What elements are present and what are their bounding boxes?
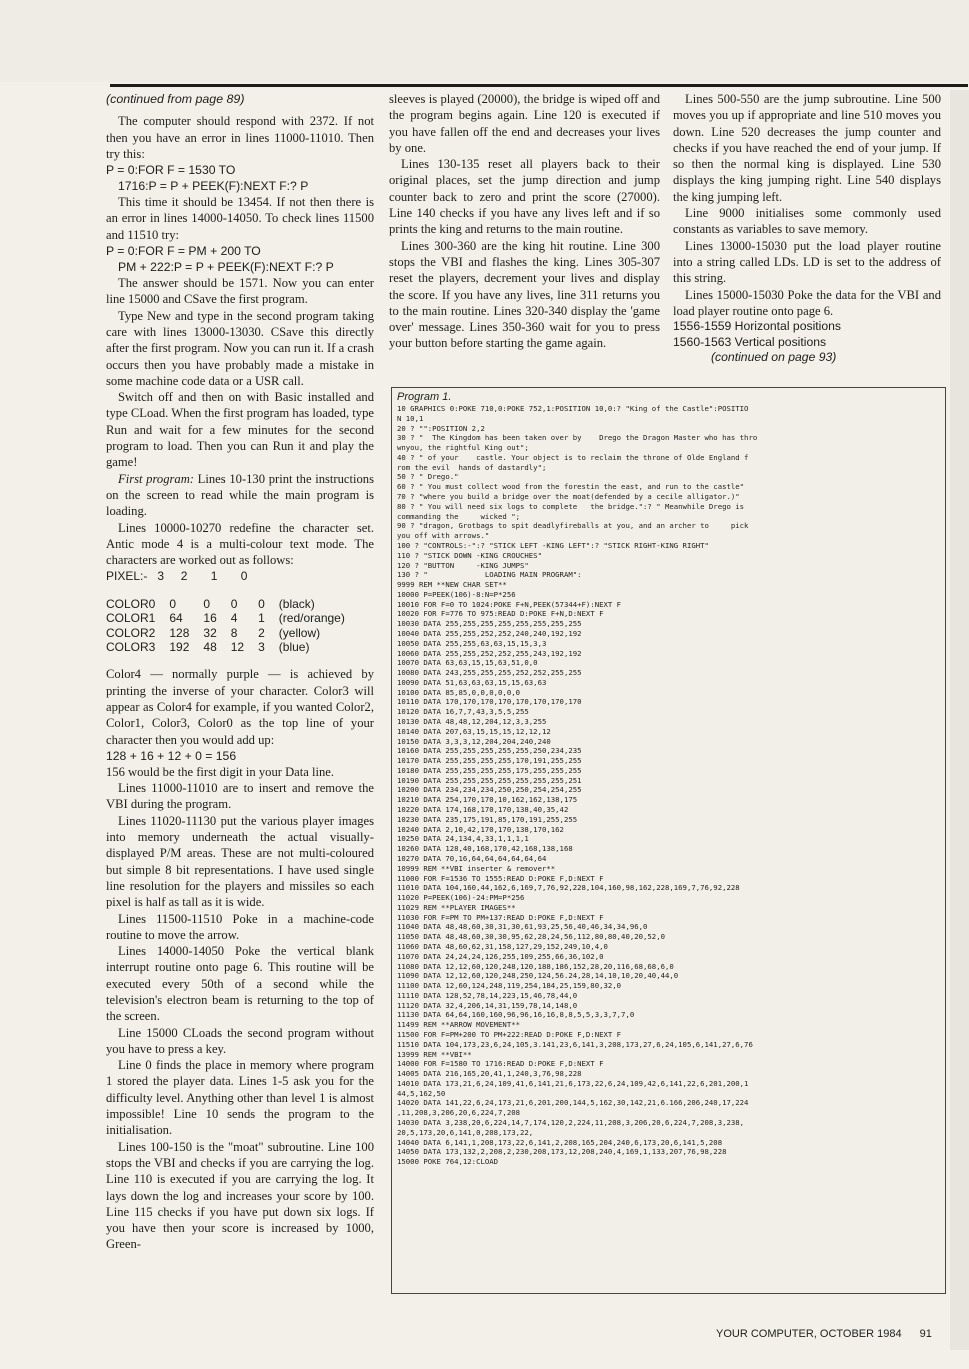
paragraph: Lines 130-135 reset all players back to their original places, set the jump direction and jump counter back to zero and print the score (27000). Line 140 checks if you have any lives left and if so prints the king and returns to the main routine. (389, 157, 660, 237)
program-line: rom the evil hands of dastardly"; (397, 462, 547, 472)
table-cell: (black) (278, 596, 315, 611)
program-line: 10190 DATA 255,255,255,255,255,255,255,251 (397, 775, 582, 785)
paragraph: Lines 11500-11510 Poke in a machine-code routine to move the arrow. (106, 911, 374, 942)
program-line: 10130 DATA 48,48,12,204,12,3,3,255 (397, 717, 547, 726)
column-2 (389, 91, 660, 352)
table-cell: 2 (258, 625, 265, 640)
table-cell: (blue) (278, 639, 310, 654)
page-number: 91 (919, 1328, 932, 1340)
paragraph: The computer should respond with 2372. If not then you have an error in lines 11000-11010. Then try this: (106, 114, 374, 161)
program-line: 10030 DATA 255,255,255,255,255,255,255,255 (397, 619, 582, 629)
list-item: 1560-1563 Vertical positions (673, 334, 827, 349)
program-line: 10270 DATA 70,16,64,64,64,64,64,64 (397, 853, 547, 863)
first-program-label: First program: (118, 471, 194, 486)
table-cell: 4 (230, 611, 238, 626)
program-line: 14010 DATA 173,21,6,24,109,41,6,141,21,6,173,22,6,24,109,42,6,141,22,6,201,200,1 (397, 1078, 749, 1088)
table-cell: 64 (169, 611, 183, 626)
program-line: 10040 DATA 255,255,252,252,240,240,192,192 (397, 628, 582, 638)
program-listing (391, 387, 946, 1294)
program-line: 80 ? " You will need six logs to complete the bridge.":? " Meanwhile Drego is (397, 501, 745, 511)
program-line: 20,5,173,20,6,141,0,208,173,22, (397, 1127, 534, 1137)
table-cell: 128 (169, 625, 190, 640)
program-line: 11500 FOR F=PM+200 TO PM+222:READ D:POKE F,D:NEXT F (397, 1030, 622, 1039)
paragraph-text: Lines 10-130 print the instructions on the screen to read while the main program is loading. (106, 471, 375, 519)
top-margin (0, 0, 969, 82)
program-line: 40 ? " of your castle. Your object is to reclaim the throne of Olde England f (397, 452, 749, 462)
paragraph: Lines 10000-10270 redefine the character set. Antic mode 4 is a multi-colour text mode. The characters are worked out as follows: (106, 520, 374, 568)
program-line: 44,5,162,50 (397, 1088, 446, 1098)
program-line: 10140 DATA 207,63,15,15,15,12,12,12 (397, 726, 551, 736)
pixel-col: 1 (210, 569, 218, 584)
program-line: 10080 DATA 243,255,255,255,252,252,255,255 (397, 668, 582, 678)
pixel-col: 0 (240, 569, 248, 584)
paragraph: Lines 300-360 are the king hit routine. Line 300 stops the VBI and flashes the king. Lines 305-307 reset the players, decrement your lives and display the score. If you have any lives, line 311 returns you to the main routine. Lines 320-340 display the 'game over' message. Lines 350-360 wait for you to press your button before starting the game again. (389, 238, 660, 351)
table-cell: 32 (203, 625, 217, 640)
program-line: ,11,208,3,206,20,6,224,7,208 (397, 1108, 521, 1118)
table-cell: 1 (258, 611, 265, 626)
program-line: 10230 DATA 235,175,191,85,170,191,255,255 (397, 814, 578, 824)
program-line: 10999 REM **VBI inserter & remover** (397, 863, 556, 873)
table-cell: COLOR1 (106, 611, 156, 626)
pixel-label: PIXEL:- (106, 569, 148, 584)
code-line: P = 0:FOR F = 1530 TO (106, 163, 236, 178)
program-line: 11130 DATA 64,64,160,160,96,96,16,16,8,8,5,5,3,3,7,7,0 (397, 1010, 635, 1020)
paragraph: Line 15000 CLoads the second program without you have to press a key. (106, 1025, 374, 1056)
program-line: 70 ? "where you build a bridge over the moat(defended by a cecile alligator.)" (397, 492, 740, 502)
paragraph: Line 0 finds the place in memory where program 1 stored the player data. Lines 1-5 ask you for the difficulty level. Anything other than level 1 is almost impossible! Line 10 sends the program to the initialisation. (106, 1058, 374, 1138)
program-line: 10180 DATA 255,255,255,255,175,255,255,255 (397, 765, 582, 775)
program-line: 10200 DATA 234,234,234,250,250,254,254,255 (397, 785, 582, 795)
program-line: 10070 DATA 63,63,15,15,63,51,0,0 (397, 658, 538, 668)
program-line: 11110 DATA 128,52,78,14,223,15,46,78,44,0 (397, 990, 578, 1000)
program-line: N 10,1 (397, 413, 424, 423)
program-line: 10050 DATA 255,255,63,63,15,15,3,3 (397, 638, 547, 648)
table-cell: 16 (203, 611, 217, 626)
paragraph: sleeves is played (20000), the bridge is wiped off and the program begins again. Line 120 is executed if you have fallen off the end and decreases your lives by one. (389, 92, 660, 155)
program-line: 10090 DATA 51,63,63,63,15,15,63,63 (397, 677, 547, 687)
program-line: wnyou, the rightful King out"; (397, 443, 529, 453)
table-cell: COLOR0 (106, 596, 156, 611)
program-line: 120 ? "BUTTON -KING JUMPS" (397, 560, 529, 570)
paragraph: Lines 500-550 are the jump subroutine. Line 500 moves you up if appropriate and line 510 moves you down. Line 520 decreases the jump counter and checks if you have reached the end of your jump. If so then the normal king is displayed. Line 530 displays the king jumping right. Line 540 displays the king jumping left. (673, 92, 941, 204)
paragraph: Lines 13000-15030 put the load player routine into a string called LDs. LD is set to the address of this string. (673, 238, 941, 286)
program-line: 14050 DATA 173,132,2,208,2,230,208,173,12,208,240,4,169,1,133,207,76,98,228 (397, 1147, 727, 1157)
column-1 (106, 91, 374, 1253)
program-line: 20 ? "":POSITION 2,2 (397, 423, 485, 433)
code-line: 1716:P = P + PEEK(F):NEXT F:? P (118, 179, 309, 194)
program-line: 10060 DATA 255,255,252,252,255,243,192,192 (397, 648, 582, 658)
program-line: 11120 DATA 32,4,206,14,31,159,78,14,148,0 (397, 1000, 578, 1010)
program-lines (397, 404, 941, 1167)
paragraph (106, 471, 374, 520)
header-rule (110, 84, 968, 87)
table-cell: 0 (258, 596, 265, 611)
page-footer (716, 1328, 932, 1340)
code-line: P = 0:FOR F = PM + 200 TO (106, 244, 261, 259)
program-line: 11050 DATA 48,48,60,30,30,95,62,28,24,56,112,80,80,40,20,52,0 (397, 932, 665, 942)
paragraph: Switch off and then on with Basic installed and type CLoad. When the first program has loaded, type Run and wait for a few minutes for the second program to load. Then you can Run it and play the game! (106, 390, 374, 470)
program-line: you off with arrows." (397, 531, 490, 541)
program-line: 10110 DATA 170,170,170,170,170,170,170,170 (397, 697, 582, 707)
program-line: 11100 DATA 12,60,124,248,119,254,184,25,159,80,32,0 (397, 981, 622, 991)
paragraph: Lines 100-150 is the "moat" subroutine. Line 100 stops the VBI and checks if you are carrying the log. Line 110 is executed if you are carrying the log. It lays down the log and increases your score by 100. Line 115 checks if you have put down six logs. If you have then your score is increased by 1000, Green- (106, 1139, 374, 1252)
table-cell: 0 (203, 596, 211, 611)
table-cell: (red/orange) (278, 611, 345, 626)
program-line: 10250 DATA 24,134,4,33,1,1,1,1 (397, 834, 529, 844)
program-line: 15000 POKE 764,12:CLOAD (397, 1157, 499, 1167)
program-line: 10000 P=PEEK(106)-8:N=P*256 (397, 589, 516, 599)
table-row (106, 597, 359, 611)
table-cell: 48 (203, 639, 217, 654)
paragraph: Line 9000 initialises some commonly used constants as variables to save memory. (673, 206, 941, 237)
program-line: 10100 DATA 85,85,0,0,0,0,0,0 (397, 687, 521, 697)
magazine-issue: YOUR COMPUTER, OCTOBER 1984 (716, 1328, 902, 1340)
table-row (106, 640, 359, 654)
program-line: 10020 FOR F=776 TO 975:READ D:POKE F+N,D:NEXT F (397, 609, 604, 619)
program-line: 11010 DATA 104,160,44,162,6,169,7,76,92,228,104,160,98,162,228,169,7,76,92,228 (397, 883, 740, 893)
program-line: 11070 DATA 24,24,24,126,255,109,255,66,36,102,0 (397, 951, 604, 961)
program-line: 10120 DATA 16,7,7,43,3,5,5,255 (397, 707, 529, 717)
color-table (106, 597, 359, 655)
program-title: Program 1. (397, 391, 452, 403)
continued-on-label: (continued on page 93) (711, 350, 837, 365)
program-line: 11020 P=PEEK(106)-24:PM=P*256 (397, 893, 525, 903)
program-line: 90 ? "dragon, Grotbags to spit deadlyfireballs at you, and an archer to pick (397, 521, 749, 531)
table-cell: COLOR2 (106, 625, 156, 640)
table-cell: 0 (169, 596, 177, 611)
program-line: 30 ? " The Kingdom has been taken over by Drego the Dragon Master who has thro (397, 433, 758, 443)
column-3 (673, 91, 941, 366)
program-line: 11060 DATA 48,60,62,31,158,127,29,152,249,10,4,0 (397, 941, 608, 951)
program-line: 11000 FOR F=1536 TO 1555:READ D:POKE F,D:NEXT F (397, 873, 604, 883)
program-line: 10220 DATA 174,168,170,170,138,40,35,42 (397, 805, 569, 815)
paragraph: Lines 14000-14050 Poke the vertical blank interrupt routine onto page 6. This routine will be executed every 50th of a second while the television's electron beam is returning to the top of the screen. (106, 944, 374, 1024)
program-line: 50 ? " Drego." (397, 472, 459, 482)
program-line: 100 ? "CONTROLS:-":? "STICK LEFT -KING LEFT":? "STICK RIGHT-KING RIGHT" (397, 540, 709, 550)
sum-line: 128 + 16 + 12 + 0 = 156 (106, 748, 237, 763)
paragraph: Lines 15000-15030 Poke the data for the VBI and load player routine onto page 6. (673, 287, 941, 318)
paragraph: Lines 11000-11010 are to insert and remove the VBI during the program. (106, 781, 374, 812)
pixel-col: 2 (180, 569, 188, 584)
pixel-header (106, 568, 374, 584)
program-line: 11030 FOR F=PM TO PM+137:READ D:POKE F,D:NEXT F (397, 912, 604, 922)
program-line: 11499 REM **ARROW MOVEMENT** (397, 1020, 521, 1030)
paragraph: This time it should be 13454. If not then there is an error in lines 14000-14050. To check lines 11500 and 11510 try: (106, 195, 374, 242)
program-line: 60 ? " You must collect wood from the forestin the east, and run to the castle" (397, 482, 745, 492)
table-cell: 3 (258, 639, 265, 654)
program-line: 14000 FOR F=1580 TO 1716:READ D:POKE F,D:NEXT F (397, 1059, 604, 1069)
program-line: 9999 REM **NEW CHAR SET** (397, 580, 507, 590)
program-line: 110 ? "STICK DOWN -KING CROUCHES" (397, 550, 542, 560)
program-line: 11029 REM **PLAYER IMAGES** (397, 902, 516, 912)
table-cell: COLOR3 (106, 639, 156, 654)
paragraph: Color4 — normally purple — is achieved by printing the inverse of your character. Color3 will appear as Color4 for example, if you wanted Color2, Color1, Color3, Color0 as the top line of your character then you would add up: (106, 667, 374, 747)
program-line: 13999 REM **VBI** (397, 1049, 472, 1059)
position-list (673, 319, 941, 366)
program-line: 10160 DATA 255,255,255,255,255,250,234,235 (397, 746, 582, 756)
table-cell: 8 (230, 625, 238, 640)
paragraph: The answer should be 1571. Now you can enter line 15000 and CSave the first program. (106, 276, 374, 307)
paragraph: Type New and type in the second program taking care with lines 13000-13030. CSave this directly after the first program. Now you can run it. If a crash occurs then you have probably made a mistake in some machine code data or a USR call. (106, 308, 374, 388)
table-cell: (yellow) (278, 625, 321, 640)
list-item: 1556-1559 Horizontal positions (673, 319, 842, 334)
program-line: 10170 DATA 255,255,255,255,170,191,255,255 (397, 756, 582, 766)
program-line: 11040 DATA 48,48,60,30,31,30,61,93,25,56,40,46,34,34,96,0 (397, 922, 648, 932)
table-row (106, 611, 359, 625)
table-row (106, 626, 359, 640)
program-line: 11510 DATA 104,173,23,6,24,105,3.141,23,6,141,3,208,173,27,6,24,105,6,141,27,6,76 (397, 1039, 753, 1049)
program-line: 10210 DATA 254,170,170,10,162,162,138,175 (397, 795, 578, 805)
program-line: 11090 DATA 12,12,60,120,248,250,124,56.24,28,14,10,10,20,40,44,0 (397, 971, 679, 981)
program-line: 14005 DATA 216,165,20,41,1,240,3,76,98,228 (397, 1069, 582, 1079)
program-line: 10010 FOR F=0 TO 1024:POKE F+N,PEEK(57344+F):NEXT F (397, 599, 622, 609)
program-line: 130 ? " LOADING MAIN PROGRAM": (397, 570, 582, 580)
program-line: 14020 DATA 141,22,6,24,173,21,6,201,200,144,5,162,30,142,21,6.166,206,240,17,224 (397, 1098, 749, 1108)
program-line: 10260 DATA 128,40,168,170,42,168,138,168 (397, 844, 573, 854)
program-line: 10240 DATA 2,10,42,170,170,138,170,162 (397, 824, 564, 834)
table-cell: 12 (230, 639, 245, 654)
program-line: 10150 DATA 3,3,3,12,204,204,240,240 (397, 736, 551, 746)
pixel-col: 3 (157, 569, 165, 584)
continued-from-label: (continued from page 89) (106, 92, 245, 106)
program-line: 14030 DATA 3,238,20,6,224,14,7,174,120,2,224,11,208,3,206,20,6,224,7,208,3,238, (397, 1118, 745, 1128)
code-line: PM + 222:P = P + PEEK(F):NEXT F:? P (118, 260, 334, 275)
table-cell: 192 (169, 639, 190, 654)
paragraph: Lines 11020-11130 put the various player images into memory underneath the actual visually-displayed P/M areas. These are not multi-coloured but simple 8 bit representations. I have used single line resolution for the players and missiles so each pixel is half as tall as it is wide. (106, 813, 374, 910)
paragraph: 156 would be the first digit in your Data line. (106, 764, 335, 779)
table-cell: 0 (230, 596, 238, 611)
program-line: 14040 DATA 6,141,1,208,173,22,6,141,2,208,165,204,240,6,173,20,6,141,5,208 (397, 1137, 723, 1147)
adjacent-page-edge (950, 90, 969, 1350)
program-line: 11080 DATA 12,12,60,120,248,120,188,186,152,28,20,116,68,68,6,0 (397, 961, 674, 971)
program-line: 10 GRAPHICS 0:POKE 710,0:POKE 752,1:POSITION 10,0:? "King of the Castle":POSITIO (397, 404, 749, 413)
program-line: commanding the wicked "; (397, 511, 521, 521)
